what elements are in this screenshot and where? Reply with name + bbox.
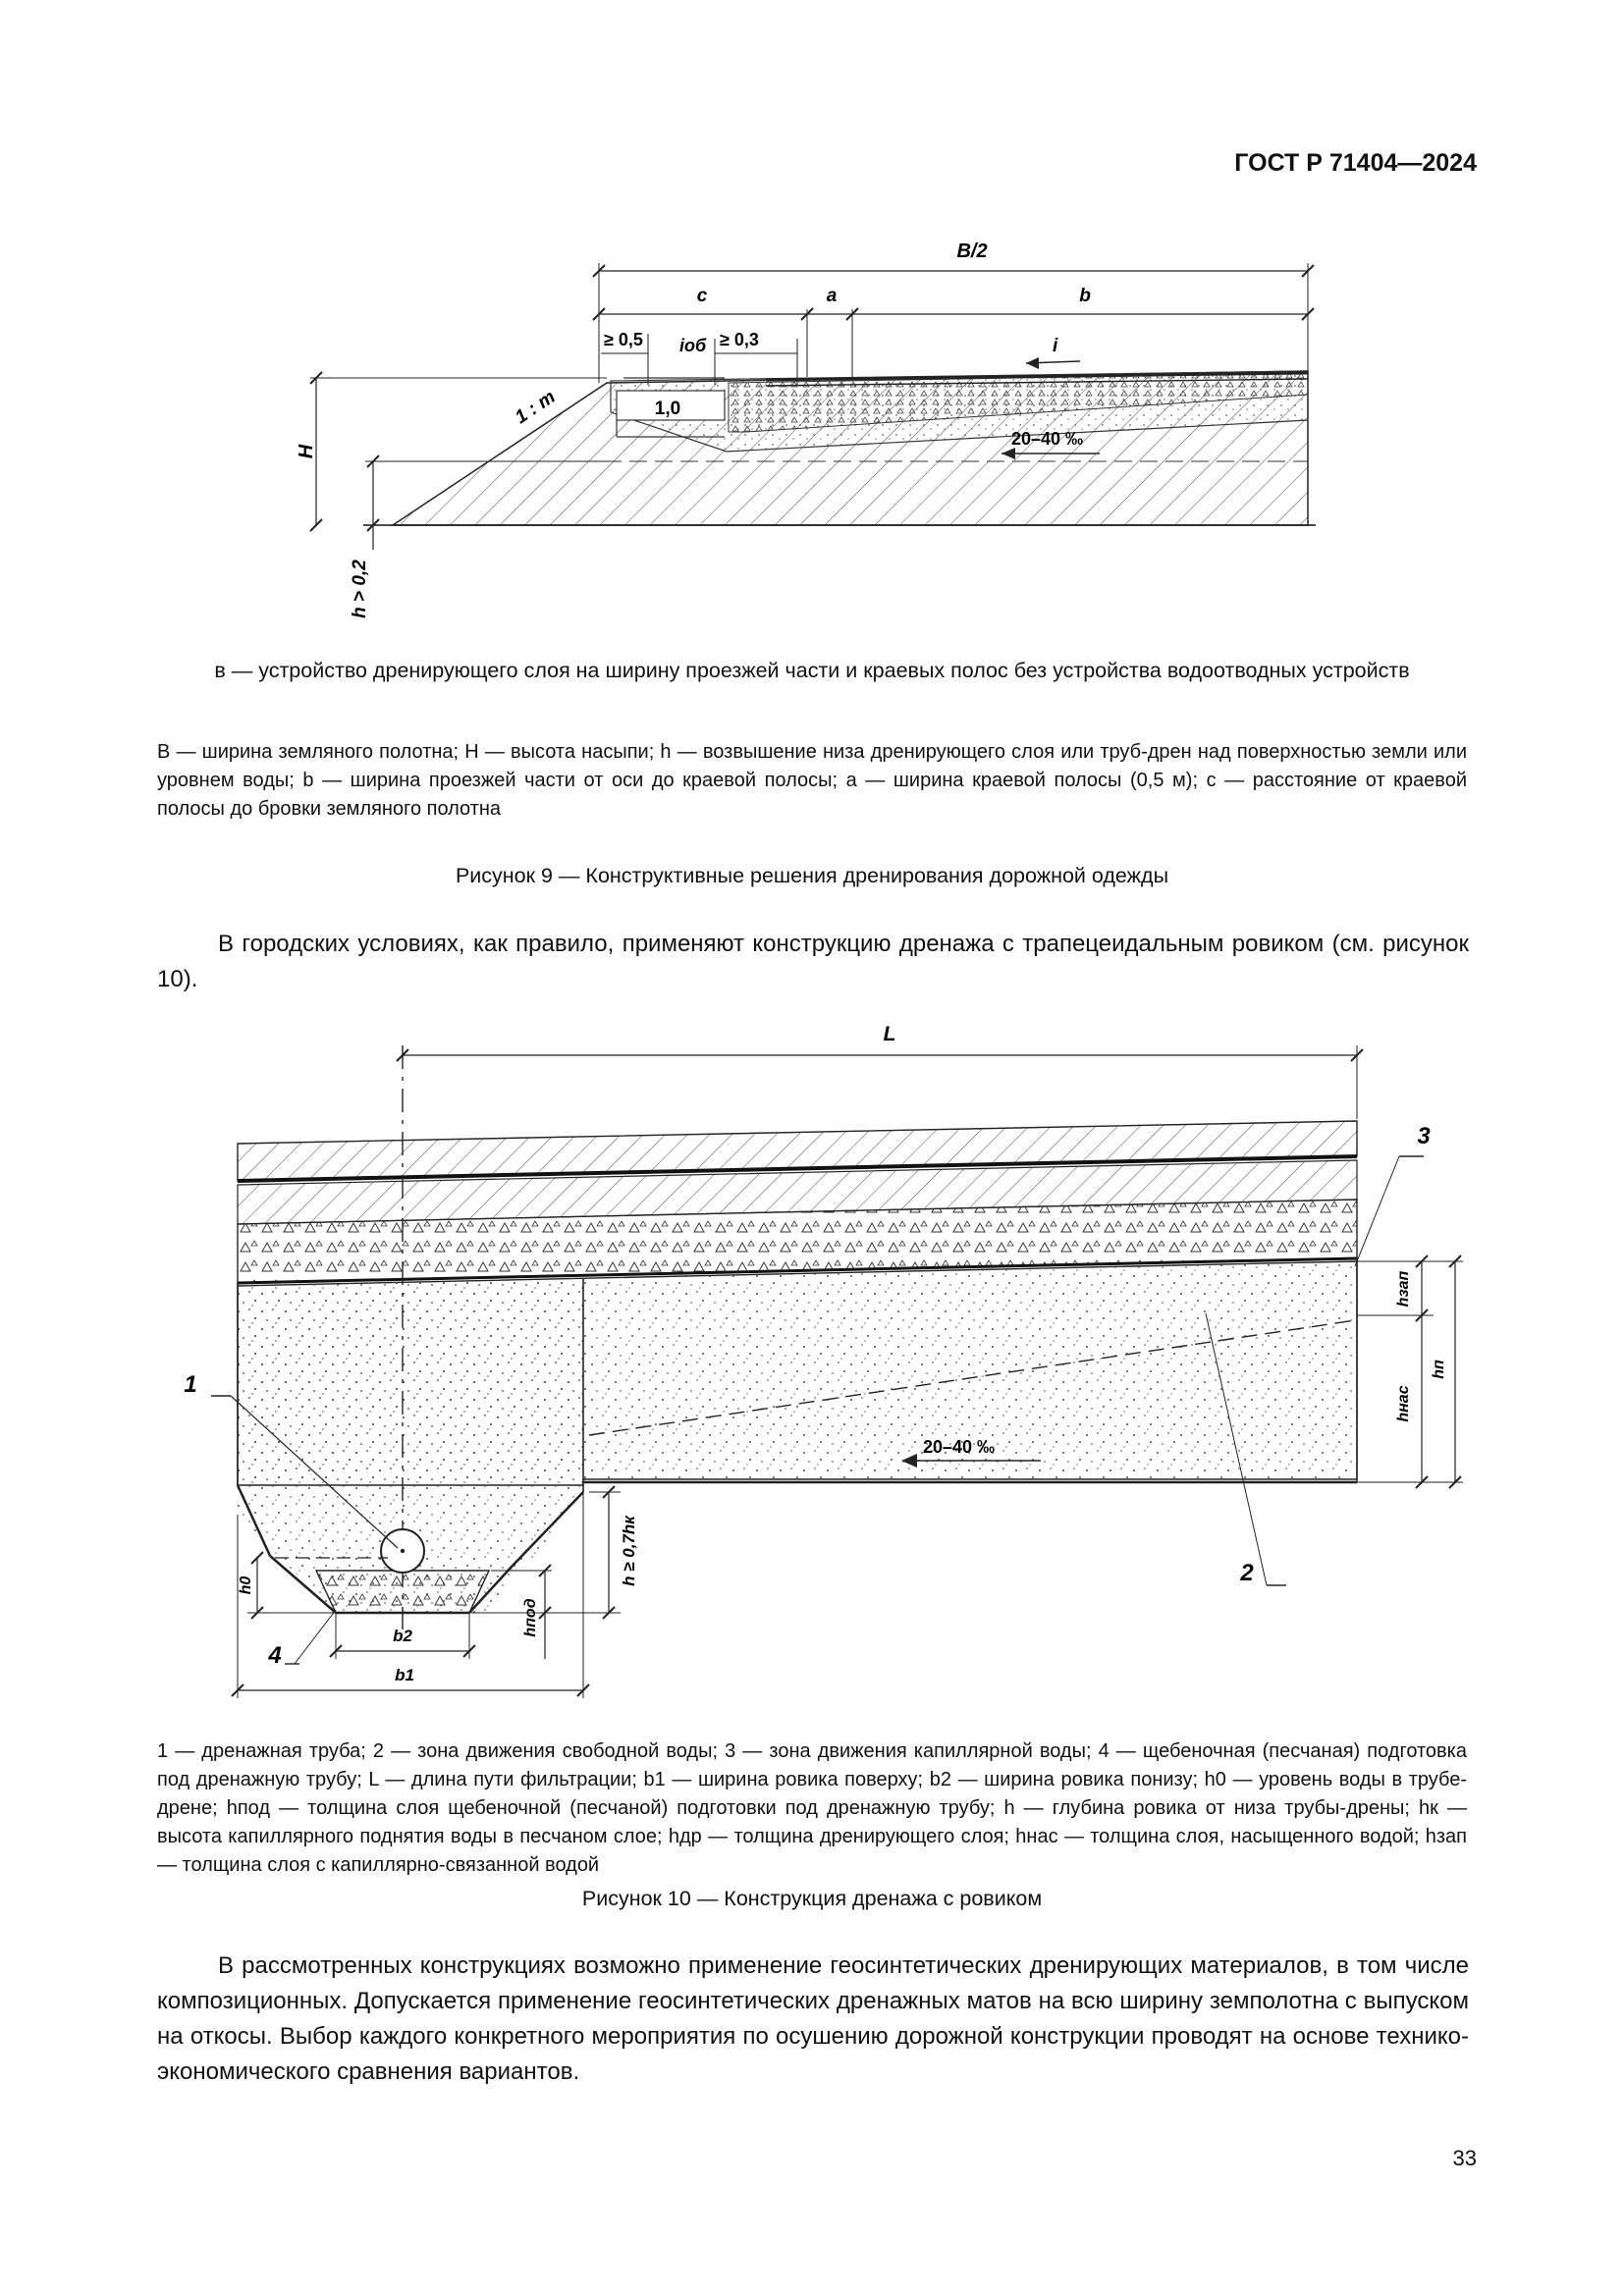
label-i: i bbox=[1053, 336, 1058, 356]
label-h07: h ≥ 0,7hк bbox=[620, 1516, 638, 1586]
paragraph-1: В городских условиях, как правило, применяют конструкцию дренажа с трапецеидальным ровиком (см. рисунок 10). bbox=[157, 931, 1469, 992]
label-one: 1,0 bbox=[654, 399, 681, 419]
label-hzap: hзап bbox=[1395, 1270, 1412, 1308]
page-number: 33 bbox=[1452, 2146, 1477, 2170]
label-b: b bbox=[1079, 286, 1091, 306]
label-B2: B/2 bbox=[956, 240, 988, 262]
figure-10-caption: Рисунок 10 — Конструкция дренажа с ровиком bbox=[581, 1887, 1043, 1910]
callout-4: 4 bbox=[268, 1642, 282, 1669]
label-b1: b1 bbox=[395, 1666, 414, 1684]
callout-3: 3 bbox=[1417, 1123, 1431, 1149]
figure-9-caption: Рисунок 9 — Конструктивные решения дренирования дорожной одежды bbox=[455, 864, 1169, 887]
figure-9-drawing bbox=[295, 231, 1335, 633]
figure-9-note: B — ширина земляного полотна; H — высота насыпи; h — возвышение низа дренирующего слоя или труб-дрен над поверхностью земли или уровнем воды; b — ширина проезжей части от оси до краевой полосы; a — ширина краевой полосы (0,5 м); c — расстояние от краевой полосы до бровки земляного полотна bbox=[157, 741, 1467, 820]
label-grad: 20–40 ‰ bbox=[923, 1437, 996, 1457]
label-H: H bbox=[296, 444, 317, 459]
label-h: h > 0,2 bbox=[350, 560, 370, 618]
paragraph-2: В рассмотренных конструкциях возможно применение геосинтетических дренирующих материалов, в том числе композиционных. Допускается применение геосинтетических дренажных матов на всю ширину земполотна с выпуском на откосы. Выбор каждого конкретного мероприятия по осушению дорожной конструкции проводят на основе технико-экономического сравнения вариантов. bbox=[157, 1952, 1469, 2085]
label-b2: b2 bbox=[393, 1627, 412, 1645]
label-hnas: hнас bbox=[1395, 1385, 1412, 1422]
label-a: a bbox=[826, 286, 838, 306]
standard-header: ГОСТ Р 71404—2024 bbox=[1234, 149, 1477, 177]
figure-10-note: 1 — дренажная труба; 2 — зона движения свободной воды; 3 — зона движения капиллярной воды; 4 — щебеночная (песчаная) подготовка под дренажную трубу; L — длина пути фильтрации; b1 — ширина ровика поверху; b2 — ширина ровика понизу; h0 — уровень воды в трубе-дрене; hпод — толщина слоя щебеночной (песчаной) подготовки под дренажную трубу; h — глубина ровика от низа трубы-дрены; hк — высота капиллярного поднятия воды в песчаном слое; hдр — толщина дренирующего слоя; hнас — толщина слоя, насыщенного водой; hзап — толщина слоя с капиллярно-связанной водой bbox=[157, 1740, 1467, 1876]
figure-9-subcaption: в — устройство дренирующего слоя на ширину проезжей части и краевых полос без устройства водоотводных устройств bbox=[214, 659, 1410, 682]
label-grad: 20–40 ‰ bbox=[1011, 429, 1084, 449]
label-ge05: ≥ 0,5 bbox=[604, 330, 643, 349]
label-hp: hп bbox=[1431, 1360, 1447, 1379]
label-L: L bbox=[883, 1023, 896, 1045]
label-slope: 1 : m bbox=[512, 386, 560, 429]
label-iob: iоб bbox=[679, 336, 707, 355]
label-c: c bbox=[696, 286, 708, 306]
label-ge03: ≥ 0,3 bbox=[720, 330, 759, 349]
callout-2: 2 bbox=[1240, 1560, 1254, 1586]
label-h0: h0 bbox=[238, 1575, 254, 1595]
label-hpod: hпод bbox=[522, 1598, 539, 1637]
figure-10-drawing bbox=[167, 1011, 1483, 1684]
callout-1: 1 bbox=[184, 1371, 197, 1398]
